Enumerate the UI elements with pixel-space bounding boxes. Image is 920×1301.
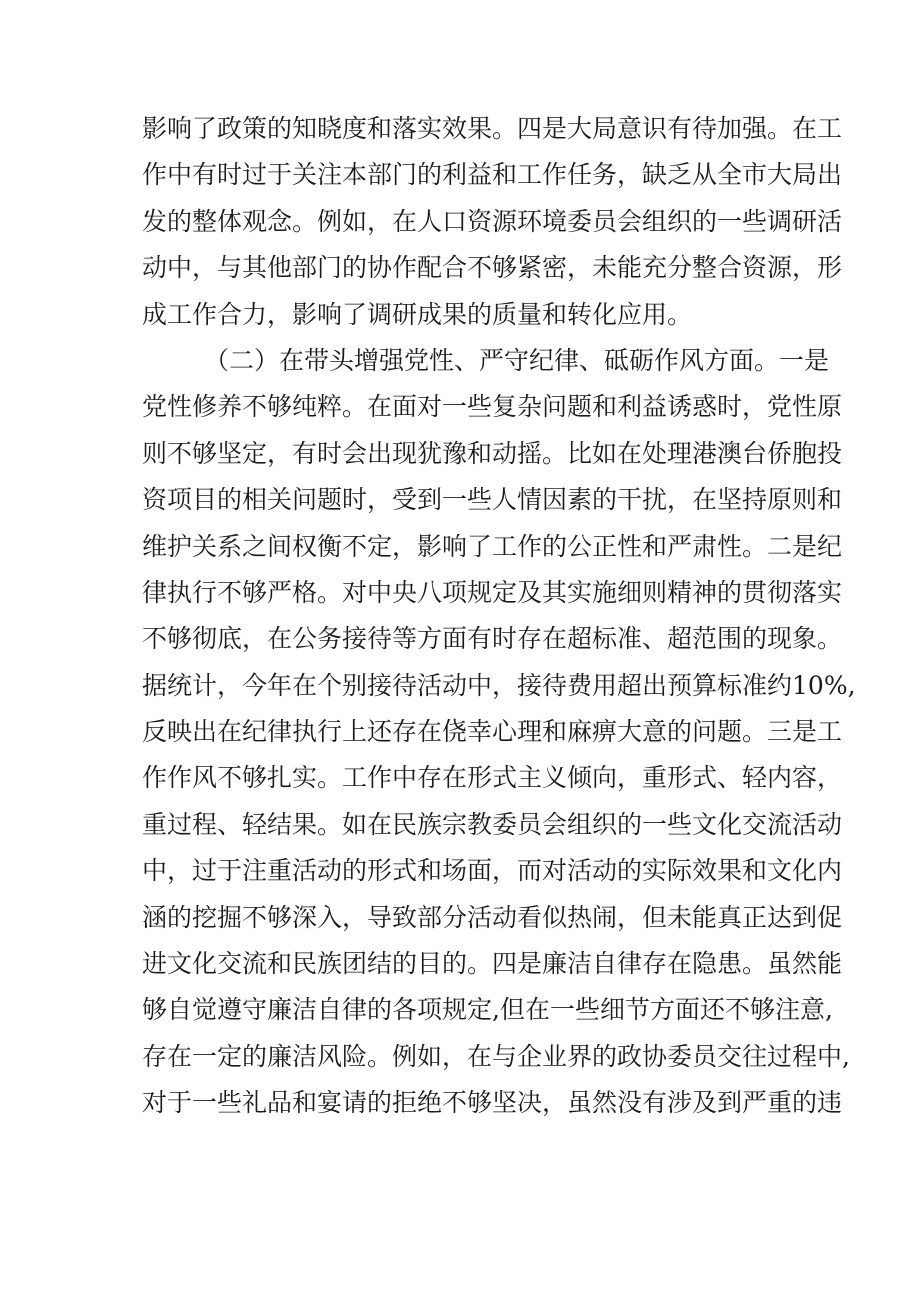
text-line: 反映出在纪律执行上还存在侥幸心理和麻痹大意的问题。三是工: [142, 717, 843, 747]
text-line: 影响了政策的知晓度和落实效果。四是大局意识有待加强。在工: [142, 114, 843, 143]
text-line: 党性修养不够纯粹。在面对一些复杂问题和利益诱惑时，党性原: [142, 392, 843, 422]
text-line: 则不够坚定，有时会出现犹豫和动摇。比如在处理港澳台侨胞投: [142, 438, 843, 468]
text-line: 存在一定的廉洁风险。例如，在与企业界的政协委员交往过程中,: [142, 1041, 850, 1071]
text-line: 重过程、轻结果。如在民族宗教委员会组织的一些文化交流活动: [142, 809, 843, 839]
text-line: 进文化交流和民族团结的目的。四是廉洁自律存在隐患。虽然能: [142, 949, 843, 979]
section-heading-line: （二）在带头增强党性、严守纪律、砥砺作风方面。一是: [204, 345, 830, 375]
text-line: 作中有时过于关注本部门的利益和工作任务，缺乏从全市大局出: [142, 160, 843, 190]
text-line: 对于一些礼品和宴请的拒绝不够坚决，虽然没有涉及到严重的违: [142, 1088, 843, 1118]
text-line: 据统计，今年在个别接待活动中，接待费用超出预算标准约10%,: [142, 670, 856, 700]
text-line: 成工作合力，影响了调研成果的质量和转化应用。: [142, 299, 693, 329]
text-line: 够自觉遵守廉洁自律的各项规定,但在一些细节方面还不够注意,: [142, 995, 833, 1025]
text-line: 作作风不够扎实。工作中存在形式主义倾向，重形式、轻内容，: [142, 763, 843, 793]
text-line: 涵的挖掘不够深入，导致部分活动看似热闹，但未能真正达到促: [142, 902, 843, 932]
text-line: 发的整体观念。例如，在人口资源环境委员会组织的一些调研活: [142, 206, 843, 236]
text-line: 维护关系之间权衡不定，影响了工作的公正性和严肃性。二是纪: [142, 531, 843, 561]
text-line: 中，过于注重活动的形式和场面，而对活动的实际效果和文化内: [142, 856, 843, 886]
body-text: [142, 106, 856, 1127]
text-line: 不够彻底，在公务接待等方面有时存在超标准、超范围的现象。: [142, 624, 843, 654]
text-line: 资项目的相关问题时，受到一些人情因素的干扰，在坚持原则和: [142, 485, 843, 515]
text-line: 动中，与其他部门的协作配合不够紧密，未能充分整合资源，形: [142, 253, 843, 283]
text-line: 律执行不够严格。对中央八项规定及其实施细则精神的贯彻落实: [142, 577, 843, 607]
